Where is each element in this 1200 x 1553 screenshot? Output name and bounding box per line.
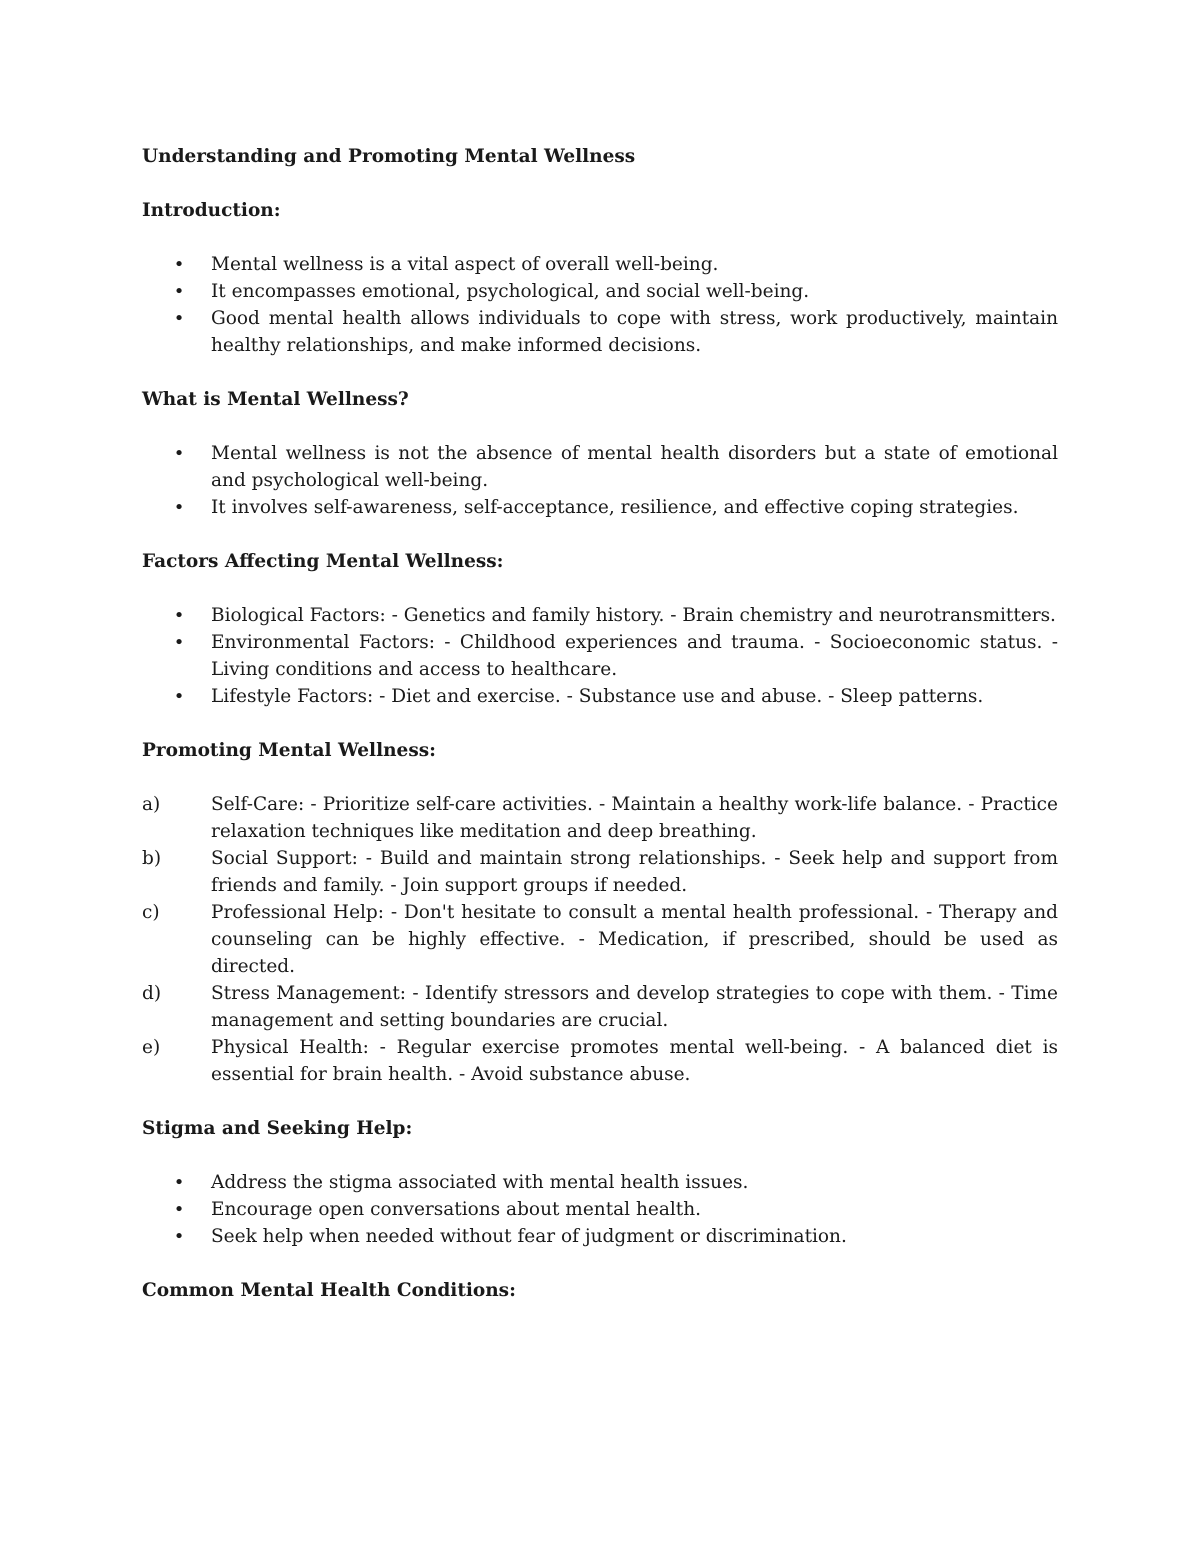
list-item-text: Address the stigma associated with mental health issues. [211, 1172, 749, 1193]
list-item [142, 1169, 1058, 1196]
bullet-icon: • [173, 632, 185, 653]
list-item [142, 980, 1058, 1034]
list-item [142, 899, 1058, 980]
stigma-list [142, 1169, 1058, 1250]
list-item [142, 305, 1058, 359]
bullet-icon: • [173, 443, 185, 464]
factors-list [142, 602, 1058, 710]
bullet-icon: • [173, 686, 185, 707]
list-item-text: Mental wellness is not the absence of mental health disorders but a state of emotional and psychological well-being. [211, 443, 1058, 491]
bullet-icon: • [173, 605, 185, 626]
bullet-icon: • [173, 308, 185, 329]
list-item [142, 629, 1058, 683]
list-item-text: Biological Factors: - Genetics and family history. - Brain chemistry and neurotransmitters. [211, 605, 1056, 626]
list-item-text: Professional Help: - Don't hesitate to consult a mental health professional. - Therapy and counseling can be highly effective. - Medication, if prescribed, should be used as directed. [211, 902, 1058, 977]
what-is-list [142, 440, 1058, 521]
section-heading-what-is: What is Mental Wellness? [142, 389, 409, 410]
list-item [142, 791, 1058, 845]
bullet-icon: • [173, 497, 185, 518]
list-item [142, 440, 1058, 494]
section-heading-stigma: Stigma and Seeking Help: [142, 1118, 413, 1139]
list-item [142, 278, 1058, 305]
list-item-text: Environmental Factors: - Childhood experiences and trauma. - Socioeconomic status. - Living conditions and access to healthcare. [211, 632, 1058, 680]
bullet-icon: • [173, 1172, 185, 1193]
list-marker: a) [142, 794, 161, 815]
list-item [142, 1034, 1058, 1088]
list-item [142, 1223, 1058, 1250]
promoting-list [142, 791, 1058, 1088]
document-page [142, 143, 1058, 1331]
list-item-text: Social Support: - Build and maintain strong relationships. - Seek help and support from friends and family. - Join support groups if needed. [211, 848, 1058, 896]
list-marker: b) [142, 848, 162, 869]
list-item-text: Encourage open conversations about mental health. [211, 1199, 702, 1220]
section-heading-introduction: Introduction: [142, 200, 281, 221]
list-item [142, 494, 1058, 521]
list-item-text: It encompasses emotional, psychological, and social well-being. [211, 281, 810, 302]
section-heading-factors: Factors Affecting Mental Wellness: [142, 551, 504, 572]
list-marker: e) [142, 1037, 161, 1058]
list-item-text: Stress Management: - Identify stressors and develop strategies to cope with them. - Time management and setting boundaries are crucial. [211, 983, 1058, 1031]
list-item-text: It involves self-awareness, self-acceptance, resilience, and effective coping strategies. [211, 497, 1019, 518]
bullet-icon: • [173, 281, 185, 302]
list-item [142, 251, 1058, 278]
list-item-text: Good mental health allows individuals to cope with stress, work productively, maintain healthy relationships, and make informed decisions. [211, 308, 1058, 356]
list-item-text: Seek help when needed without fear of judgment or discrimination. [211, 1226, 847, 1247]
list-item-text: Lifestyle Factors: - Diet and exercise. - Substance use and abuse. - Sleep patterns. [211, 686, 984, 707]
list-marker: c) [142, 902, 160, 923]
list-marker: d) [142, 983, 162, 1004]
list-item-text: Self-Care: - Prioritize self-care activities. - Maintain a healthy work-life balance. - Practice relaxation techniques like meditation and deep breathing. [211, 794, 1058, 842]
introduction-list [142, 251, 1058, 359]
bullet-icon: • [173, 1226, 185, 1247]
list-item-text: Mental wellness is a vital aspect of overall well-being. [211, 254, 719, 275]
bullet-icon: • [173, 1199, 185, 1220]
document-title: Understanding and Promoting Mental Wellness [142, 146, 636, 167]
list-item [142, 602, 1058, 629]
list-item [142, 845, 1058, 899]
bullet-icon: • [173, 254, 185, 275]
section-heading-promoting: Promoting Mental Wellness: [142, 740, 436, 761]
list-item [142, 1196, 1058, 1223]
list-item-text: Physical Health: - Regular exercise promotes mental well-being. - A balanced diet is essential for brain health. - Avoid substance abuse. [211, 1037, 1058, 1085]
section-heading-conditions: Common Mental Health Conditions: [142, 1280, 516, 1301]
list-item [142, 683, 1058, 710]
